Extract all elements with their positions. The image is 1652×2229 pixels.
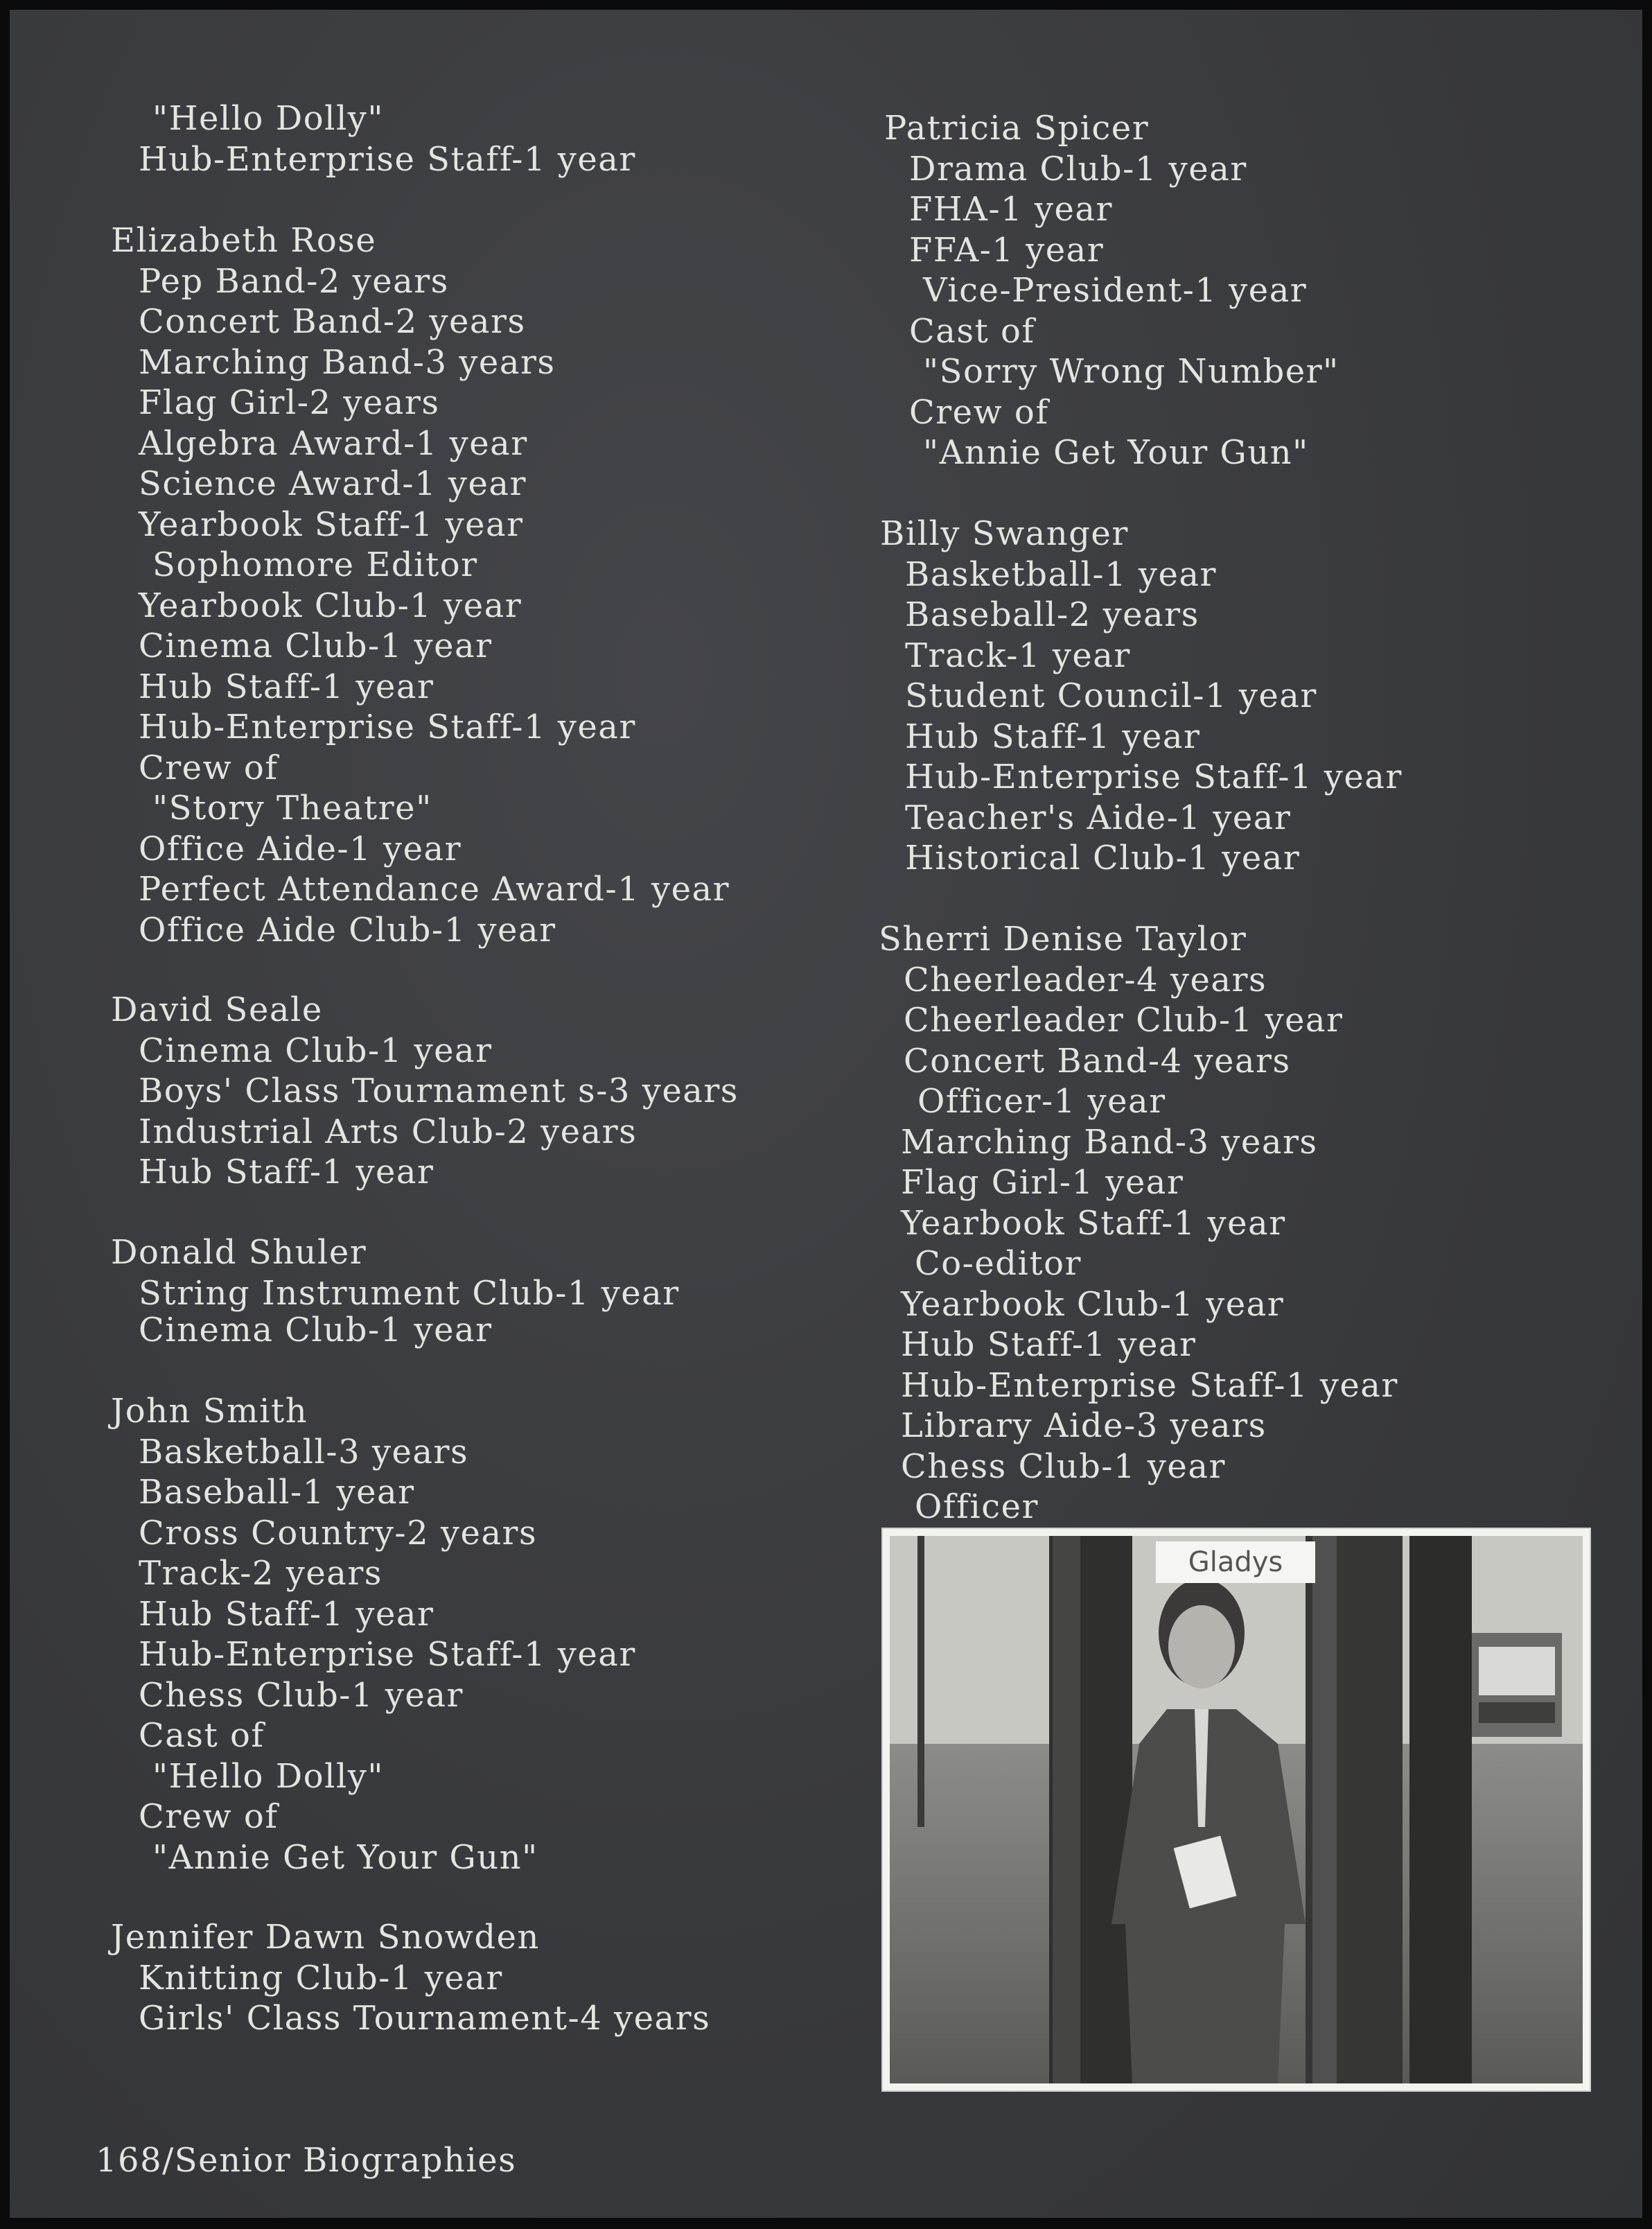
person-name: Patricia Spicer	[884, 109, 1150, 148]
entry-line: Track-2 years	[139, 1554, 383, 1593]
entry-line: "Annie Get Your Gun"	[923, 433, 1309, 472]
entry-line: Algebra Award-1 year	[139, 424, 528, 463]
entry-line: Yearbook Staff-1 year	[139, 505, 524, 544]
entry-line: String Instrument Club-1 year	[139, 1274, 680, 1313]
entry-line: Officer	[915, 1487, 1039, 1526]
entry-line: Yearbook Club-1 year	[139, 586, 522, 625]
entry-line: Basketball-1 year	[905, 555, 1217, 594]
entry-line: Girls' Class Tournament-4 years	[139, 1999, 711, 2038]
entry-line: Concert Band-4 years	[904, 1042, 1291, 1081]
photo-scene	[890, 1536, 1583, 2083]
entry-line: Crew of	[139, 1797, 279, 1836]
entry-line: Science Award-1 year	[139, 464, 527, 503]
entry-line: Industrial Arts Club-2 years	[139, 1112, 638, 1151]
entry-line: Yearbook Staff-1 year	[901, 1204, 1286, 1243]
person-name: Jennifer Dawn Snowden	[111, 1918, 540, 1957]
entry-line: FFA-1 year	[909, 231, 1105, 270]
entry-line: FHA-1 year	[909, 190, 1113, 229]
entry-line: "Story Theatre"	[152, 789, 432, 828]
entry-line: Baseball-1 year	[139, 1473, 415, 1512]
entry-line: Office Aide-1 year	[139, 830, 462, 868]
entry-line: Hub Staff-1 year	[901, 1325, 1197, 1364]
entry-line: "Hello Dolly"	[152, 99, 384, 138]
entry-line: Co-editor	[915, 1244, 1082, 1283]
entry-line: Flag Girl-2 years	[139, 383, 440, 422]
entry-line: Vice-President-1 year	[923, 271, 1308, 310]
entry-line: Concert Band-2 years	[139, 302, 526, 341]
entry-line: Cheerleader-4 years	[904, 961, 1267, 999]
entry-line: Student Council-1 year	[905, 676, 1317, 715]
entry-line: Chess Club-1 year	[901, 1447, 1226, 1486]
entry-line: Flag Girl-1 year	[901, 1163, 1184, 1202]
entry-line: Drama Club-1 year	[909, 150, 1247, 189]
entry-line: Perfect Attendance Award-1 year	[139, 870, 730, 909]
entry-line: Cross Country-2 years	[139, 1514, 538, 1553]
page-footer: 168/Senior Biographies	[96, 2141, 517, 2180]
entry-line: Pep Band-2 years	[139, 262, 449, 301]
portrait-photo	[881, 1528, 1591, 2092]
entry-line: Baseball-2 years	[905, 595, 1200, 634]
entry-line: Cast of	[139, 1716, 265, 1755]
entry-line: Chess Club-1 year	[139, 1676, 464, 1715]
entry-line: Teacher's Aide-1 year	[905, 798, 1292, 837]
entry-line: "Sorry Wrong Number"	[923, 352, 1339, 391]
entry-line: Cinema Club-1 year	[139, 1311, 493, 1349]
entry-line: Office Aide Club-1 year	[139, 911, 556, 950]
entry-line: Yearbook Club-1 year	[901, 1285, 1285, 1324]
entry-line: Hub Staff-1 year	[905, 717, 1201, 756]
entry-line: Hub Staff-1 year	[139, 1595, 434, 1634]
entry-line: Cheerleader Club-1 year	[904, 1001, 1344, 1040]
entry-line: Cinema Club-1 year	[139, 627, 493, 665]
person-name: Donald Shuler	[111, 1233, 367, 1272]
person-name: John Smith	[111, 1392, 308, 1431]
person-name: Sherri Denise Taylor	[879, 920, 1247, 959]
entry-line: Library Aide-3 years	[901, 1406, 1267, 1445]
entry-line: Hub-Enterprise Staff-1 year	[139, 140, 636, 179]
entry-line: Track-1 year	[905, 636, 1131, 675]
entry-line: Hub-Enterprise Staff-1 year	[139, 708, 636, 746]
entry-line: Hub-Enterprise Staff-1 year	[139, 1635, 636, 1674]
entry-line: Sophomore Editor	[152, 545, 478, 584]
entry-line: Hub-Enterprise Staff-1 year	[901, 1366, 1398, 1405]
photo-image	[890, 1536, 1583, 2083]
entry-line: Crew of	[139, 749, 279, 787]
entry-line: Marching Band-3 years	[139, 343, 556, 382]
entry-line: Crew of	[909, 393, 1049, 432]
entry-line: Historical Club-1 year	[905, 839, 1301, 877]
photo-caption: Gladys	[1156, 1541, 1315, 1583]
entry-line: Basketball-3 years	[139, 1433, 469, 1471]
entry-line: Boys' Class Tournament s-3 years	[139, 1072, 739, 1110]
entry-line: "Annie Get Your Gun"	[152, 1838, 538, 1877]
entry-line: Cinema Club-1 year	[139, 1031, 493, 1070]
entry-line: Hub-Enterprise Staff-1 year	[905, 758, 1403, 796]
person-name: Elizabeth Rose	[111, 221, 377, 260]
entry-line: "Hello Dolly"	[152, 1757, 384, 1796]
person-name: David Seale	[111, 990, 323, 1029]
entry-line: Cast of	[909, 312, 1035, 351]
person-name: Billy Swanger	[880, 514, 1129, 553]
entry-line: Hub Staff-1 year	[139, 667, 434, 706]
yearbook-page	[10, 10, 1642, 2218]
entry-line: Hub Staff-1 year	[139, 1153, 434, 1191]
entry-line: Marching Band-3 years	[901, 1123, 1318, 1162]
entry-line: Officer-1 year	[917, 1082, 1166, 1121]
entry-line: Knitting Club-1 year	[139, 1959, 503, 1998]
